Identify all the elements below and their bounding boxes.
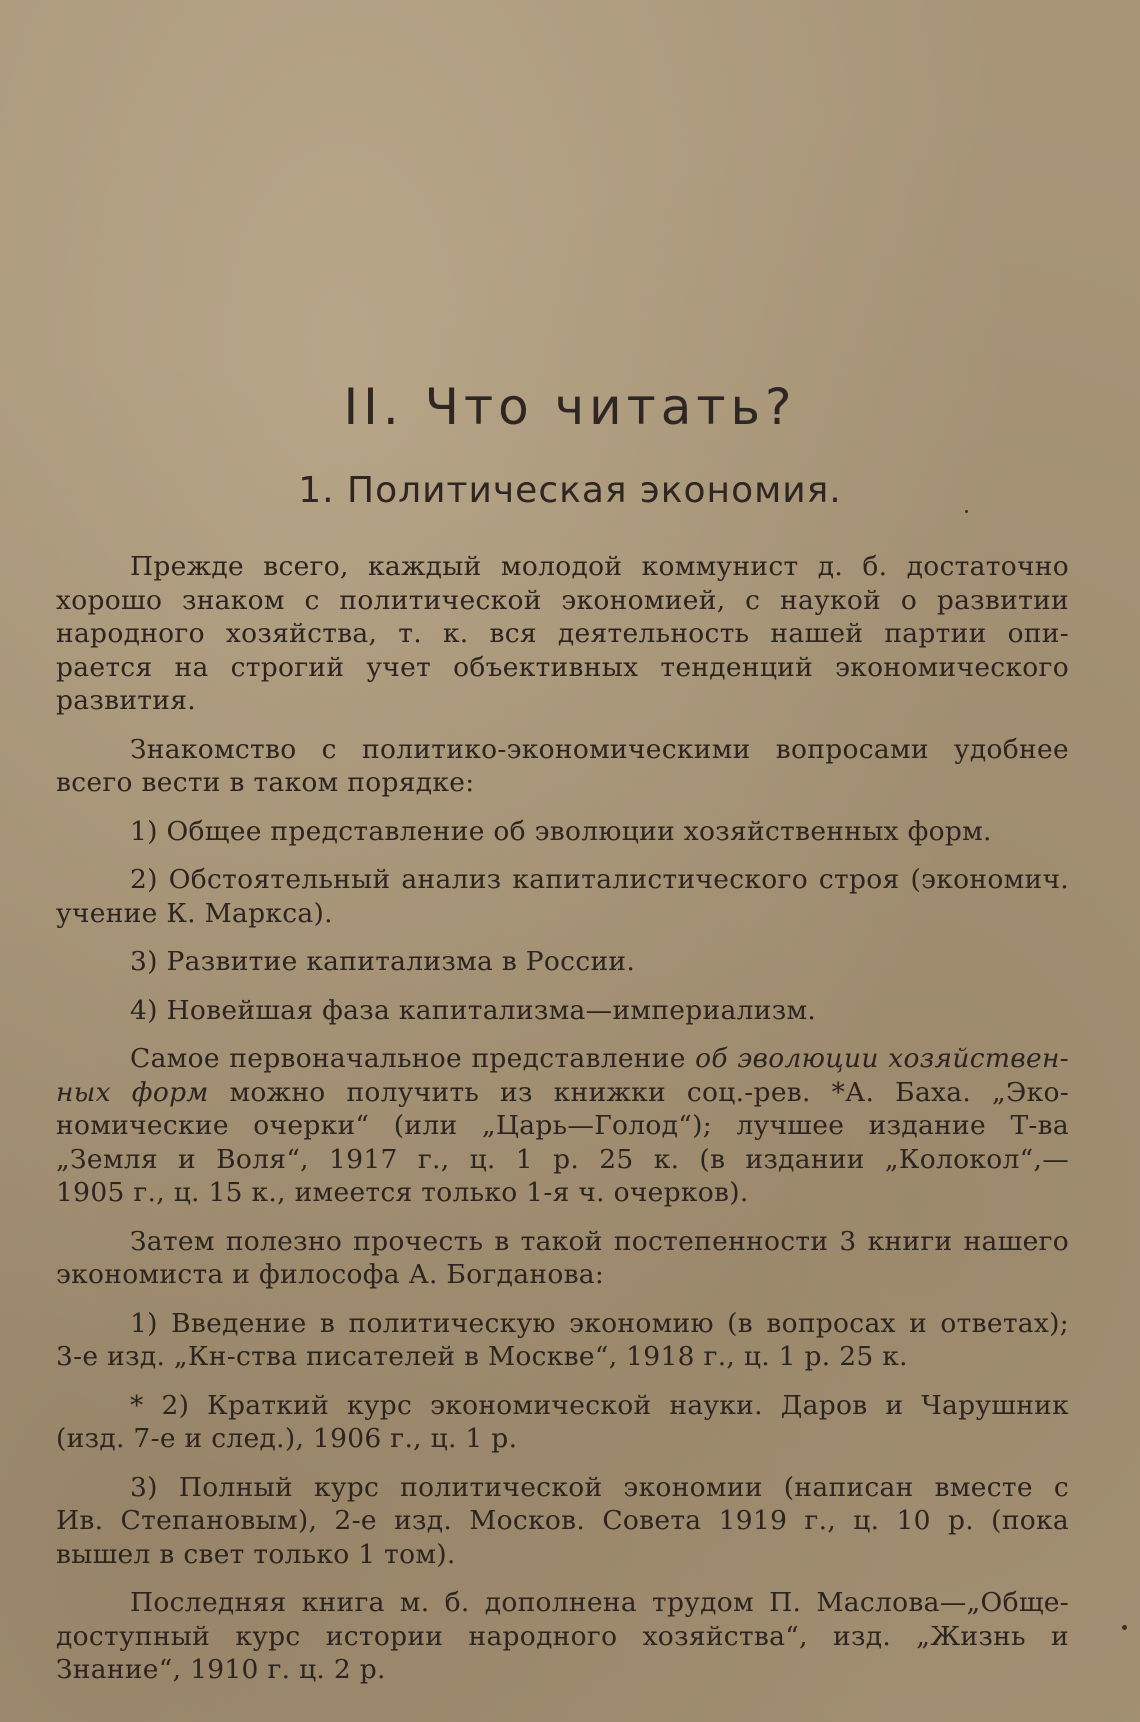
text-line <box>56 1076 1069 1110</box>
list-item <box>56 994 1069 1028</box>
text-line: номические очерки“ (или „Царь—Голод“); лучшее издание Т-ва <box>56 1110 1069 1141</box>
text-line: Затем полезно прочесть в такой постепенности 3 книги нашего <box>130 1225 1069 1257</box>
text-line: 1) Введение в политическую экономию (в вопросах и ответах); <box>130 1307 1069 1339</box>
text-line: развития. <box>56 685 196 716</box>
ink-speck <box>965 510 968 513</box>
ink-speck <box>1122 1625 1127 1630</box>
text-line: всего вести в таком порядке: <box>56 767 475 798</box>
text-line: хорошо знаком с политической экономией, с наукой о развитии <box>56 584 1069 616</box>
text-line: * 2) Краткий курс экономической науки. Даров и Чарушник <box>130 1389 1069 1421</box>
text-line: 3) Развитие капитализма в России. <box>130 946 636 977</box>
text-line: учение К. Маркса). <box>56 897 333 929</box>
list-item <box>56 1307 1069 1374</box>
text-line: доступный курс истории народного хозяйства“, изд. „Жизнь и <box>56 1620 1069 1652</box>
text-line: народного хозяйства, т. к. вся деятельность нашей партии опи- <box>56 618 1069 649</box>
paragraph-order <box>56 733 1069 800</box>
text-line: 3-е изд. „Кн-ства писателей в Москве“, 1918 г., ц. 1 р. 25 к. <box>56 1341 908 1372</box>
body-text <box>56 550 1069 1687</box>
italic-text: об эволюции хозяйствен- <box>695 1043 1069 1074</box>
text-line: 2) Обстоятельный анализ капиталистического строя (экономич. <box>130 864 1069 895</box>
text-line: Прежде всего, каждый молодой коммунист д. б. достаточно <box>130 551 1069 582</box>
list-item <box>56 1471 1069 1572</box>
paragraph-maslov <box>56 1586 1069 1687</box>
italic-text: ных форм <box>56 1076 209 1108</box>
text-line: Знакомство с политико-экономическими вопросами удобнее <box>130 733 1069 765</box>
text-line: 3) Полный курс политической экономии (написан вместе с <box>130 1471 1069 1503</box>
text-line: Ив. Степановым), 2-е изд. Москов. Совета 1919 г., ц. 10 р. (пока <box>56 1505 1069 1536</box>
text-run: можно получить из книжки соц.-рев. *А. Баха. „Эко- <box>208 1076 1069 1108</box>
section-title: 1. Политическая экономия. <box>298 470 842 511</box>
text-line: „Земля и Воля“, 1917 г., ц. 1 р. 25 к. (в издании „Колокол“,— <box>56 1143 1069 1175</box>
text-line: экономиста и философа А. Богданова: <box>56 1259 605 1290</box>
list-item <box>56 945 1069 979</box>
text-line <box>56 1042 1069 1076</box>
chapter-title: II. Что читать? <box>343 378 797 436</box>
text-line: (изд. 7-е и след.), 1906 г., ц. 1 р. <box>56 1423 518 1454</box>
text-line: 1905 г., ц. 15 к., имеется только 1-я ч. очерков). <box>56 1177 749 1208</box>
text-line: 1) Общее представление об эволюции хозяйственных форм. <box>130 815 992 847</box>
text-line: рается на строгий учет объективных тенденций экономического <box>56 651 1069 683</box>
text-line: 4) Новейшая фаза капитализма—империализм. <box>130 994 817 1026</box>
text-run: Самое первоначальное представление <box>130 1043 696 1074</box>
list-item <box>56 1389 1069 1456</box>
list-item <box>56 815 1069 849</box>
text-line: вышел в свет только 1 том). <box>56 1538 456 1570</box>
paragraph-intro <box>56 550 1069 718</box>
text-line: Знание“, 1910 г. ц. 2 р. <box>56 1654 386 1685</box>
paragraph-bakh <box>56 1042 1069 1210</box>
text-line: Последняя книга м. б. дополнена трудом П. Маслова—„Обще- <box>130 1587 1069 1618</box>
paragraph-bogdanov <box>56 1225 1069 1292</box>
list-item <box>56 863 1069 930</box>
